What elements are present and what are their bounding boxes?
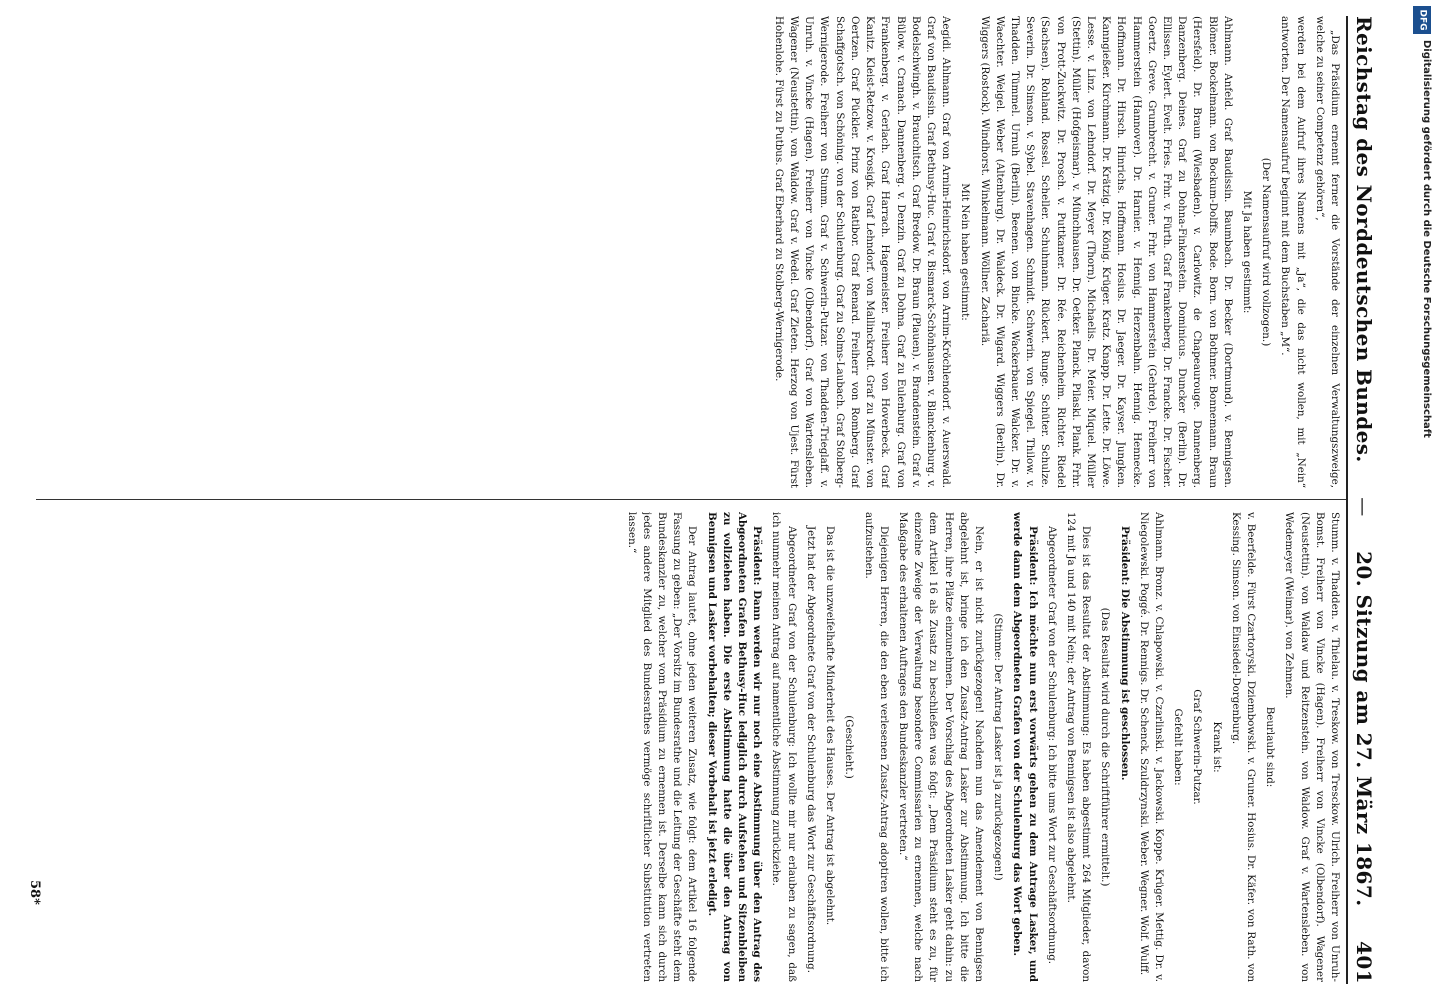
left-column-paragraph: werden bei dem Aufruf ihres Namens mit „Ja“, die das nicht wollen, mit „Nein“ antworten. Der Namensaufruf beginnt mit dem Buchstaben „M“. xyxy=(1279,16,1307,488)
right-column xyxy=(42,512,1342,982)
right-column-paragraph: Stumm. v. Thadden. v. Thielau. v. Treskow. von Tresckow. Ulrich. Freiherr von Unruh-Bomst. Freiherr von Vincke (Hagen). Freiherr von Vincke (Olbendorf). Wagener (Neustettin). von Waldaw und Reitzenstein. von Waldow. Graf v. Wartensleben. von Wedemeyer (Weimar). von Zehmen. xyxy=(1283,512,1341,982)
right-column-paragraph: Präsident: Die Abstimmung ist geschlossen. xyxy=(1118,526,1131,781)
dfg-logo: DFG xyxy=(1413,6,1431,34)
left-column-paragraph: „Das Präsidium ernennt ferner die Vorstände der einzelnen Verwaltungszweige, welche zu seiner Competenz gehören“, xyxy=(1313,16,1341,488)
right-column-paragraph: Abgeordneter Graf von der Schulenburg: Ich wollte mir nur erlauben zu sagen, daß ich nunmehr meinen Antrag auf namentliche Abstimmung zurückziehe. xyxy=(770,512,798,982)
right-column-paragraph: Abgeordneter Graf von der Schulenburg: Ich bitte ums Wort zur Geschäftsordnung. xyxy=(1045,526,1058,965)
right-column-paragraph: Das ist die unzweifelhafte Minderheit des Hauses. Der Antrag ist abgelehnt. xyxy=(824,526,837,926)
digitization-credit: Digitalisierung gefördert durch die Deutsche Forschungsgemeinschaft xyxy=(1421,40,1432,438)
page-number: 401 xyxy=(1352,941,1376,984)
header-dash: — xyxy=(1352,497,1374,517)
right-column-paragraph: Präsident: Dann werden wir nur noch eine Abstimmung über den Antrag des Abgeordneten Grafen Bethusy-Huc lediglich durch Aufstehen und Sitzenbleiben zu vollziehen haben. Die erste Abstimmung hatte die über den Antrag von Bennigsen und Lasker vorbehalten; dieser Vorbehalt ist jetzt erledigt. xyxy=(705,512,764,982)
right-column-paragraph: Graf Schwerin-Putzar. xyxy=(1191,689,1204,805)
header-title: Reichstag des Norddeutschen Bundes. xyxy=(1352,16,1376,463)
left-column-paragraph: Ahlmann. Anfeld. Graf Baudissin. Baumbach. Dr. Becker (Dortmund). v. Bennigsen. Blömer. Bockelmann. von Bockum-Dolffs. Bode. Born. von Bothmer. Bonnemann. Braun (Hersfeld). Dr. Braun (Wiesbaden). v. Carlowitz. de Chapeaurouge. Dannenberg. Danzenberg. Deines. Graf zu Dohna-Finkenstein. Dominicus. Duncker (Berlin). Dr. Ellissen. Eylert. Evelt. Fries. Frhr. v. Fürth. Graf Frankenberg. Dr. Francke. Dr. Fischer. Goertz. Greve. Grumbrecht. v. Gruner. Frhr. von Hammerstein (Gehrde). Freiherr von Hammerstein (Hannover). Dr. Harnier. v. Hennig. Herzenbahn. Hennig. Hennecke. Hoffmann. Dr. Hirsch. Hinrichs. Hoffmann. Hosius. Dr. Jaeger. Dr. Kayser. Jungken. Kanngießer. Kirchmann. Dr. Krätzig. Dr. König. Krüger. Kratz. Knapp. Dr. Lette. Dr. Löwe. Lesse. v. Linz. von Lehndorf. Dr. Meyer (Thorn). Michaelis. Dr. Meier. Miquel. Müller (Stettin). Müller (Hofgeismar). v. Münchhausen. Dr. Oetker. Planck. Pilaski. Plank. Frhr. von Prott-Zuckwitz. Dr. Prosch. v. Puttkamer. Dr. Rée. Reichenheim. Richter. Riedel (Sachsen). Rohland. Rossel. Scheller. Schuhmann. Rückert. Runge. Schüter. Schulze. Severin. Dr. Simson. v. Sybel. Stavenhagen. Schmidt. Schwerin. von Spiegel. Thilow. v. Thadden. Tümmel. Urnuh (Berlin). Beenen. von Bincke. Wackerbauer. Walcker. Dr. v. Waechter. Weigel. Weber (Altenburg). Dr. Waldeck. Dr. Wigard. Wiggers (Berlin). Dr. Wiggers (Rostock). Windhorst. Winkelmann. Wöllner. Zachariä. xyxy=(978,16,1234,488)
right-column-paragraph: Der Antrag lautet, ohne jeden weiteren Zusatz, wie folgt: dem Artikel 16 folgende Fassung zu geben: „Der Vorsitz im Bundesrathe und die Leitung der Geschäfte steht dem Bundeskanzler zu, welcher vom Präsidium zu ernennen ist. Derselbe kann sich durch jedes andere Mitglied des Bundesrathes vermöge schriftlicher Substitution vertreten lassen.“ xyxy=(625,512,699,982)
right-column-paragraph: Jetzt hat der Abgeordnete Graf von der Schulenburg das Wort zur Geschäftsordnung. xyxy=(804,526,817,973)
right-column-paragraph: (Geschieht.) xyxy=(843,715,856,779)
left-column-paragraph: Mit Nein haben gestimmt: xyxy=(959,183,972,321)
left-column-paragraph: Mit Ja haben gestimmt: xyxy=(1240,190,1253,314)
right-column-paragraph: Dies ist das Resultat der Abstimmung: Es haben abgestimmt 264 Mitglieder, davon 124 mit Ja und 140 mit Nein; der Antrag von Bennigsen ist also abgelehnt. xyxy=(1064,512,1093,982)
right-column-paragraph: Nein, er ist nicht zurückgezogen! Nachdem nun das Amendement von Bennigsen abgelehnt ist, bringe ich den Zusatz-Antrag Lasker zur Abstimmung. Ich bitte die Herren, ihre Plätze einzunehmen. Der Vorschlag des Abgeordneten Lasker geht dahin: zu dem Artikel 16 als Zusatz zu beschließen was folgt: „Dem Präsidium steht es zu, für einzelne Zweige der Verwaltung besondere Commissarien zu ernennen, welche nach Maßgabe des erhaltenen Auftrages den Bundeskanzler vertreten.“ xyxy=(896,512,985,982)
left-column xyxy=(42,16,1342,488)
running-header xyxy=(1346,16,1388,984)
dfg-sidebar xyxy=(1412,0,1432,1000)
left-column-paragraph: (Der Namensaufruf wird vollzogen.) xyxy=(1260,157,1273,347)
right-column-paragraph: Gefehlt haben: xyxy=(1172,708,1185,786)
right-column-paragraph: Krank ist: xyxy=(1210,721,1223,773)
left-column-paragraph: Aegidi. Ahlmann. Graf von Arnim-Heinrichsdorf. von Arnim-Kröchlendorf. v. Auerswald. Graf von Baudissin. Graf Bethusy-Huc. Graf v. Bismarck-Schönhausen. v. Blanckenburg. v. Bodelschwingh. v. Brauchitsch. Graf Bredow. Dr. Braun (Plauen). v. Brandenstein. Graf v. Bülow. v. Cranach. Dannenberg. v. Denzin. Graf zu Dohna. Graf zu Eulenburg. Graf von Frankenberg. v. Gerlach. Graf Harrach. Hagemeister. Freiherr von Hoverbeck. Graf Kanitz. Kleist-Retzow. v. Krosigk. Graf Lehndorf. von Mallinckrodt. Graf zu Münster. von Oertzen. Graf Pückler. Prinz von Ratibor. Graf Renard. Freiherr von Romberg. Graf Schaffgotsch. von Schöning. von der Schulenburg. Graf zu Solms-Laubach. Graf Stolberg-Wernigerode. Freiherr von Stumm. Graf v. Schwerin-Putzar. von Thadden-Trieglaff. v. Unruh. v. Vincke (Hagen). Freiherr von Vincke (Olbendorf). Graf von Wartensleben. Wagener (Neustettin). von Waldow. Graf v. Wedel. Graf Zieten. Herzog von Ujest. Fürst Hohenlohe. Fürst zu Putbus. Graf Eberhard zu Stolberg-Wernigerode. xyxy=(772,16,953,488)
right-column-paragraph: Beurlaubt sind: xyxy=(1264,706,1277,788)
header-session: 20. Sitzung am 27. März 1867. xyxy=(1352,551,1376,907)
right-column-paragraph: Diejenigen Herren, die den eben verlesenen Zusatz-Antrag adoptiren wollen, bitte ich aufzustehen. xyxy=(862,512,890,982)
column-divider xyxy=(36,499,1346,500)
right-column-paragraph: (Das Resultat wird durch die Schriftführer ermittelt.) xyxy=(1099,607,1112,887)
right-column-paragraph: v. Beerfelde. Fürst Czartoryski. Dziembowski. v. Gruner. Hosius. Dr. Käfer. von Rath. von Kessing. Simson. von Einsiedel-Dorgenburg. xyxy=(1229,512,1257,982)
right-column-paragraph: (Stimme: Der Antrag Lasker ist ja zurückgezogen!) xyxy=(992,613,1005,881)
right-column-paragraph: Ahlmann. Bronz. v. Chlapowski. v. Czarlinski. v. Jackowski. Koppe. Krüger. Mettig. Dr. v. Niegolewski. Poggé. Dr. Rennigs. Dr. Schenck. Szuldrzynski. Weber. Wegner. Wolf. Wulff. xyxy=(1137,512,1165,982)
scanned-page xyxy=(20,0,1410,1000)
signature-mark: 58* xyxy=(27,880,42,905)
right-column-paragraph: Präsident: Ich möchte nun erst vorwärts gehen zu dem Antrage Lasker, und werde dann dem Abgeordneten Grafen von der Schulenburg das Wort geben. xyxy=(1011,512,1039,982)
